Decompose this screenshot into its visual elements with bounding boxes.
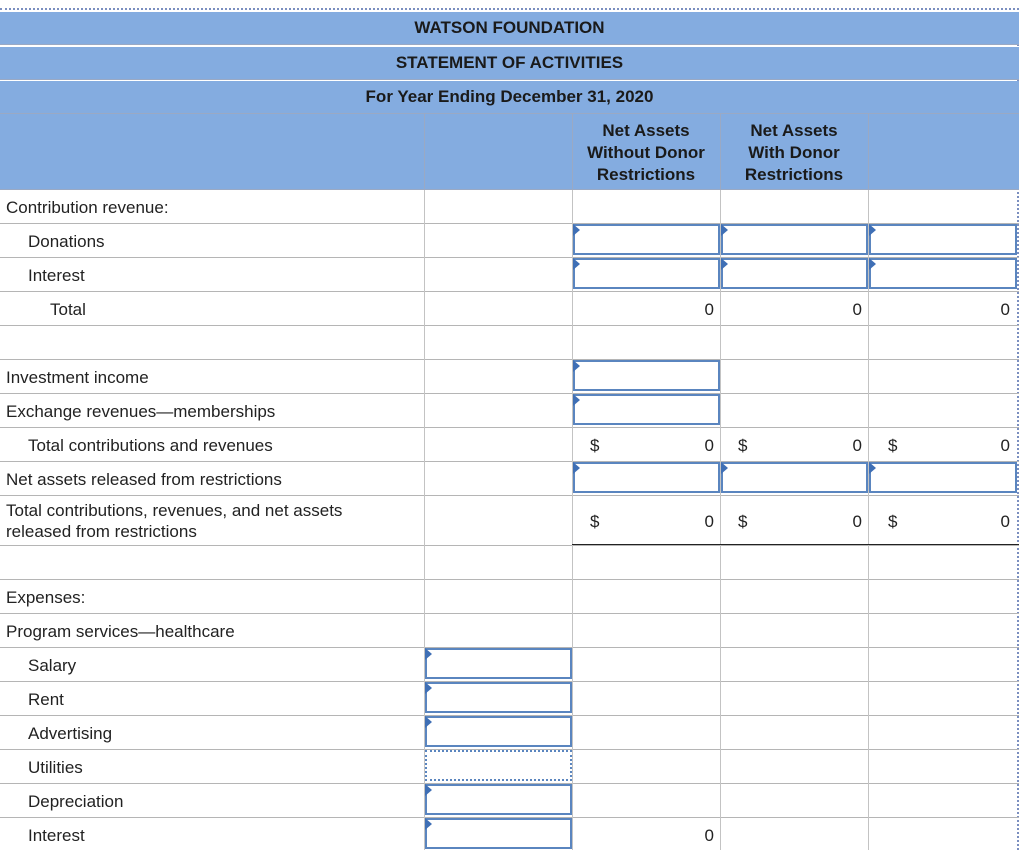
period-title: For Year Ending December 31, 2020 (0, 81, 1019, 114)
label-rent: Rent (28, 690, 64, 709)
investment-income-input[interactable] (573, 360, 720, 391)
label-expenses: Expenses: (6, 588, 86, 607)
label-donations: Donations (28, 232, 105, 251)
total-underline (572, 544, 1019, 545)
statement-title: STATEMENT OF ACTIVITIES (0, 47, 1019, 80)
column-header (0, 114, 1019, 190)
label-advertising: Advertising (28, 724, 113, 743)
label-utilities: Utilities (28, 758, 83, 777)
label-total-contributions-revenues: Total contributions and revenues (28, 436, 273, 455)
label-salary: Salary (28, 656, 77, 675)
dollar-sign: $ (590, 436, 600, 455)
col-with-donor: Net Assets With Donor Restrictions (744, 121, 844, 184)
tall-total-value: 0 (1000, 512, 1010, 531)
total-with-value: 0 (852, 300, 862, 319)
interest-expense-total-value: 0 (704, 826, 714, 845)
donations-total-input[interactable] (869, 224, 1017, 255)
depreciation-input[interactable] (425, 784, 572, 815)
label-net-assets-released: Net assets released from restrictions (6, 470, 282, 489)
label-total-all: Total contributions, revenues, and net assets released from restrictions (6, 501, 343, 541)
dollar-sign: $ (590, 512, 600, 531)
label-contribution-revenue: Contribution revenue: (6, 198, 169, 217)
label-investment-income: Investment income (6, 368, 149, 387)
label-depreciation: Depreciation (28, 792, 124, 811)
dollar-sign: $ (888, 512, 898, 531)
dollar-sign: $ (888, 436, 898, 455)
released-without-input[interactable] (573, 462, 720, 493)
label-program-services: Program services—healthcare (6, 622, 235, 641)
tcr-without-value: 0 (704, 436, 714, 455)
tcr-total-value: 0 (1000, 436, 1010, 455)
dollar-sign: $ (738, 512, 748, 531)
interest-with-input[interactable] (721, 258, 868, 289)
interest-total-input[interactable] (869, 258, 1017, 289)
dollar-sign: $ (738, 436, 748, 455)
label-interest-expense: Interest (28, 826, 85, 845)
donations-with-input[interactable] (721, 224, 868, 255)
released-with-input[interactable] (721, 462, 868, 493)
tall-without-value: 0 (704, 512, 714, 531)
released-total-input[interactable] (869, 462, 1017, 493)
rent-input[interactable] (425, 682, 572, 713)
exchange-revenues-input[interactable] (573, 394, 720, 425)
label-interest: Interest (28, 266, 85, 285)
total-without-value: 0 (704, 300, 714, 319)
tall-with-value: 0 (852, 512, 862, 531)
tcr-with-value: 0 (852, 436, 862, 455)
interest-expense-input[interactable] (425, 818, 572, 849)
interest-without-input[interactable] (573, 258, 720, 289)
org-title: WATSON FOUNDATION (0, 12, 1019, 45)
label-total: Total (50, 300, 86, 319)
donations-without-input[interactable] (573, 224, 720, 255)
advertising-input[interactable] (425, 716, 572, 747)
col-without-donor: Net Assets Without Donor Restrictions (587, 121, 705, 184)
label-exchange-revenues: Exchange revenues—memberships (6, 402, 276, 421)
salary-input[interactable] (425, 648, 572, 679)
total-total-value: 0 (1000, 300, 1010, 319)
utilities-input[interactable] (425, 750, 572, 781)
